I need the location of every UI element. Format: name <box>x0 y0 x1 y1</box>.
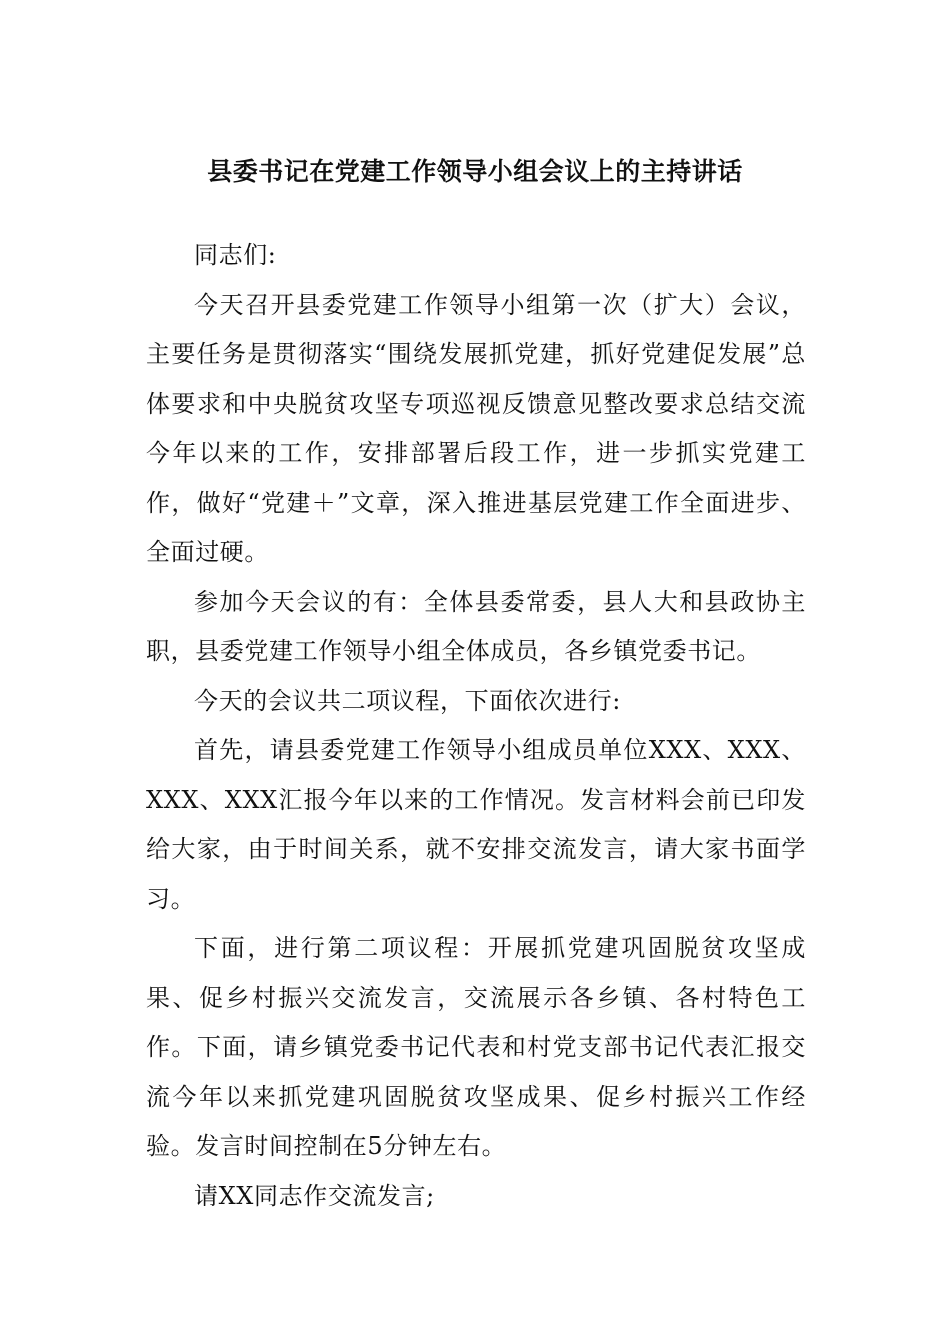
paragraph-agenda-item-two: 下面，进行第二项议程：开展抓党建巩固脱贫攻坚成果、促乡村振兴交流发言，交流展示各乡镇、各村特色工作。下面，请乡镇党委书记代表和村党支部书记代表汇报交流今年以来抓党建巩固脱贫攻坚成果、促乡村振兴工作经验。发言时间控制在5分钟左右。 <box>146 934 806 1160</box>
paragraph-speaker-invite: 请XX同志作交流发言; <box>194 1181 435 1210</box>
paragraph-agenda-intro: 今天的会议共二项议程，下面依次进行: <box>194 686 621 715</box>
document-body <box>146 231 806 1221</box>
page-title: 县委书记在党建工作领导小组会议上的主持讲话 <box>207 157 743 186</box>
paragraph-attendees: 参加今天会议的有：全体县委常委，县人大和县政协主职，县委党建工作领导小组全体成员，各乡镇党委书记。 <box>146 587 806 665</box>
paragraph-agenda-item-one: 首先，请县委党建工作领导小组成员单位XXX、XXX、XXX、XXX汇报今年以来的工作情况。发言材料会前已印发给大家，由于时间关系，就不安排交流发言，请大家书面学习。 <box>146 736 806 913</box>
paragraph-greeting: 同志们: <box>194 241 277 269</box>
paragraph-meeting-purpose: 今天召开县委党建工作领导小组第一次（扩大）会议，主要任务是贯彻落实“围绕发展抓党建，抓好党建促发展”总体要求和中央脱贫攻坚专项巡视反馈意见整改要求总结交流今年以来的工作，安排部署后段工作，进一步抓实党建工作，做好“党建＋”文章，深入推进基层党建工作全面进步、全面过硬。 <box>146 290 806 566</box>
